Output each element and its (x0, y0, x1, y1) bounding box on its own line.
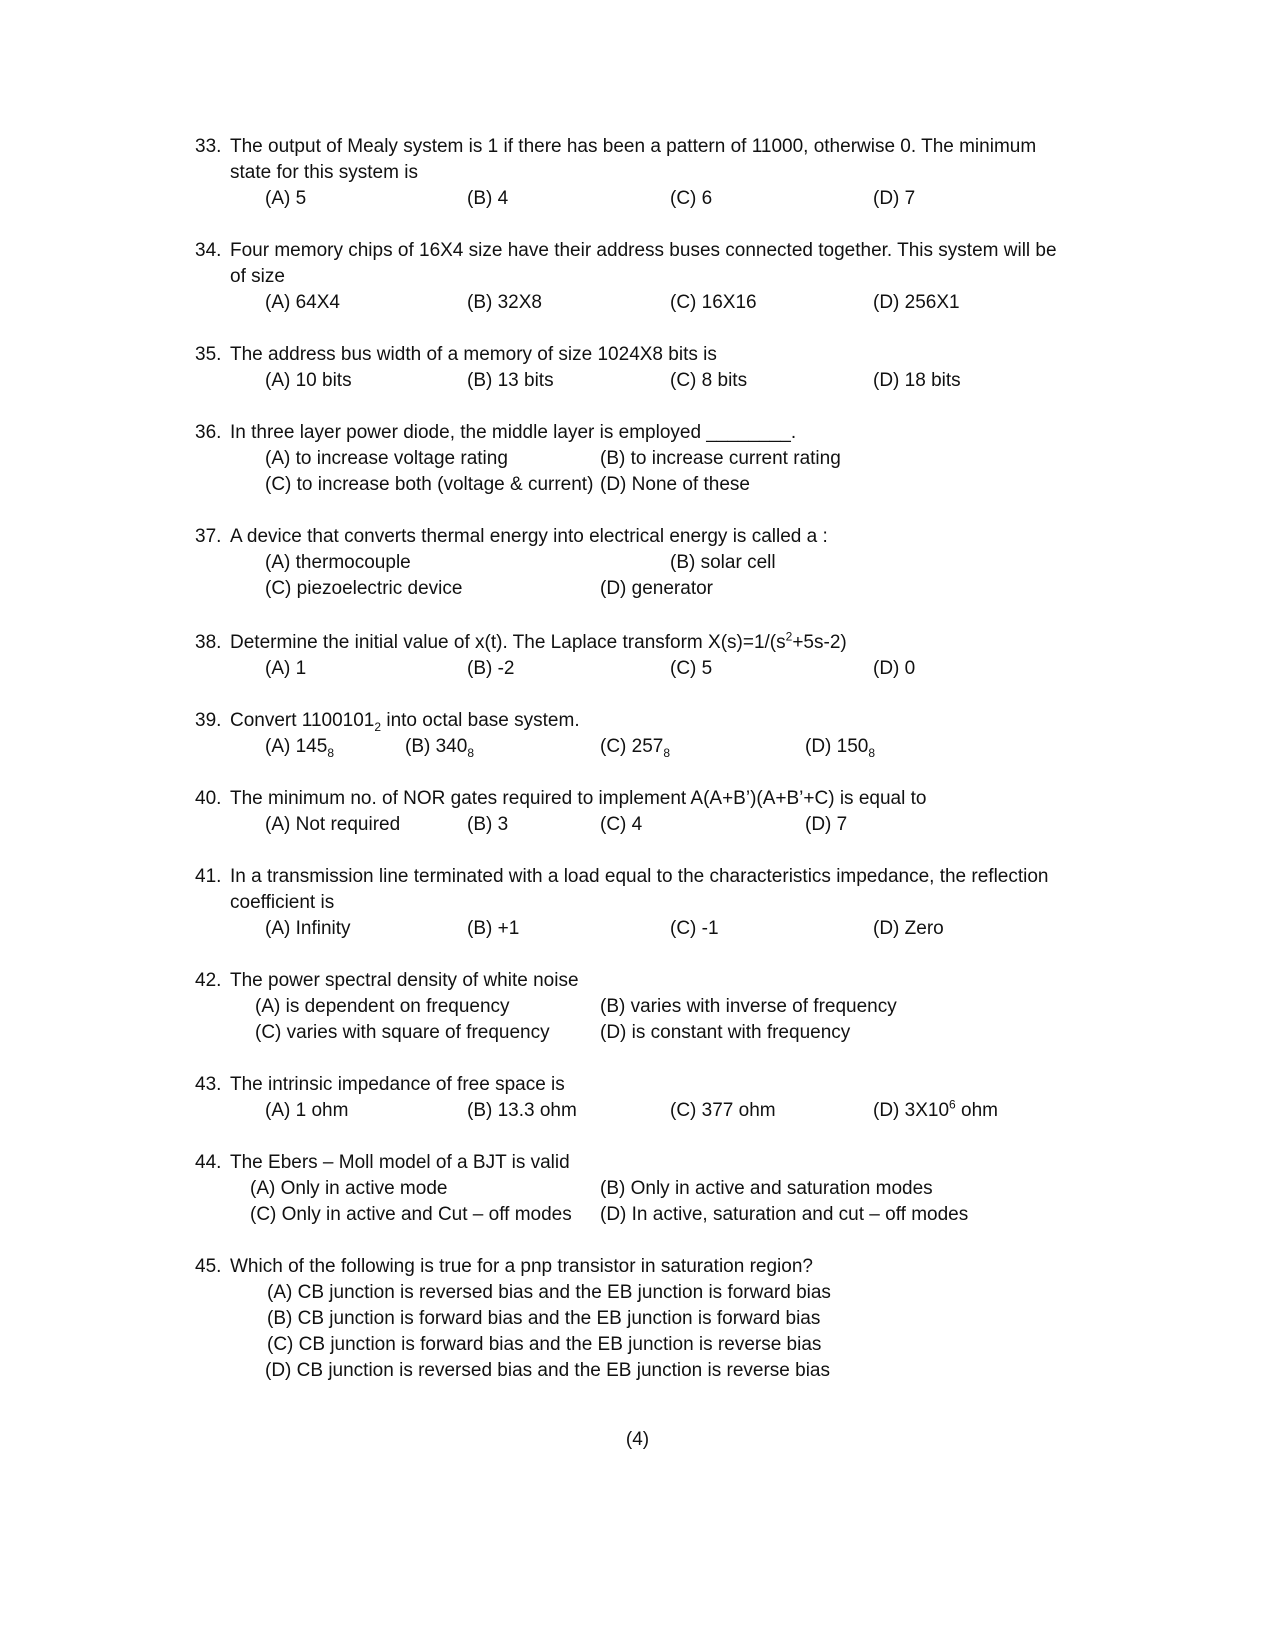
question-41 (195, 864, 1095, 942)
option-b (405, 734, 474, 760)
question-text: A device that converts thermal energy into electrical energy is called a : (230, 526, 828, 547)
subscript: 2 (374, 719, 382, 734)
option-b: (B) 13.3 ohm (467, 1100, 577, 1121)
option-a: (A) is dependent on frequency (255, 996, 510, 1017)
option-c: (C) CB junction is forward bias and the EB junction is reverse bias (267, 1334, 822, 1355)
option-d: (D) None of these (600, 474, 750, 495)
question-44 (195, 1150, 1095, 1228)
question-text: The power spectral density of white noise (230, 970, 579, 991)
option-a: (A) thermocouple (265, 552, 411, 573)
option-a: (A) Not required (265, 814, 401, 835)
question-40 (195, 786, 1095, 838)
option-d: (D) 7 (873, 188, 916, 209)
option-d (873, 1098, 998, 1124)
option-c: (C) 16X16 (670, 292, 757, 313)
option-d: (D) generator (600, 578, 713, 599)
question-number: 35. (195, 344, 222, 365)
question-text-part: Convert 1100101 (230, 710, 375, 731)
option-c: (C) varies with square of frequency (255, 1022, 550, 1043)
question-text (230, 708, 580, 734)
subscript: 8 (467, 745, 474, 760)
option-d: (D) Zero (873, 918, 944, 939)
option-b: (B) -2 (467, 658, 515, 679)
question-number: 43. (195, 1074, 222, 1095)
option-b: (B) CB junction is forward bias and the EB junction is forward bias (267, 1308, 821, 1329)
option-c (600, 734, 670, 760)
option-d: (D) 18 bits (873, 370, 961, 391)
question-text: The minimum no. of NOR gates required to implement A(A+B’)(A+B’+C) is equal to (230, 788, 927, 809)
option-d: (D) 256X1 (873, 292, 960, 313)
option-a: (A) 5 (265, 188, 307, 209)
option-b: (B) 3 (467, 814, 509, 835)
subscript: 8 (868, 745, 876, 760)
question-number: 44. (195, 1152, 222, 1173)
question-text: The Ebers – Moll model of a BJT is valid (230, 1152, 570, 1173)
question-43 (195, 1072, 1095, 1124)
option-a: (A) to increase voltage rating (265, 448, 508, 469)
option-d (805, 734, 875, 760)
option-d: (D) In active, saturation and cut – off modes (600, 1204, 969, 1225)
question-36 (195, 420, 1095, 498)
subscript: 8 (327, 745, 334, 760)
option-a: (A) Only in active mode (250, 1178, 448, 1199)
option-text: (D) 150 (805, 736, 869, 757)
question-33 (195, 134, 1095, 212)
question-text (230, 630, 847, 656)
option-c: (C) 6 (670, 188, 713, 209)
question-45 (195, 1254, 1095, 1384)
option-c: (C) 5 (670, 658, 713, 679)
option-b: (B) to increase current rating (600, 448, 841, 469)
question-text: The intrinsic impedance of free space is (230, 1074, 565, 1095)
superscript: 2 (785, 629, 793, 644)
question-text-part: +5s-2) (792, 632, 847, 653)
question-text: Which of the following is true for a pnp transistor in saturation region? (230, 1256, 813, 1277)
option-text: (B) 340 (405, 736, 468, 757)
question-number: 36. (195, 422, 222, 443)
option-b: (B) Only in active and saturation modes (600, 1178, 933, 1199)
question-39 (195, 708, 1095, 760)
question-text: of size (230, 266, 285, 287)
question-number: 45. (195, 1256, 222, 1277)
option-d: (D) is constant with frequency (600, 1022, 851, 1043)
question-number: 40. (195, 788, 222, 809)
option-d: (D) 0 (873, 658, 916, 679)
page-number: (4) (625, 1429, 650, 1450)
option-c: (C) 8 bits (670, 370, 748, 391)
option-a: (A) 1 ohm (265, 1100, 349, 1121)
option-c: (C) 377 ohm (670, 1100, 776, 1121)
superscript: 6 (949, 1097, 956, 1112)
option-text: ohm (955, 1100, 998, 1121)
question-42 (195, 968, 1095, 1046)
question-38 (195, 630, 1095, 682)
question-37 (195, 524, 1095, 602)
subscript: 8 (663, 745, 671, 760)
question-text: The address bus width of a memory of size 1024X8 bits is (230, 344, 717, 365)
question-34 (195, 238, 1095, 316)
option-a: (A) 10 bits (265, 370, 352, 391)
question-number: 34. (195, 240, 222, 261)
question-number: 38. (195, 632, 222, 653)
option-b: (B) 4 (467, 188, 509, 209)
option-b: (B) 13 bits (467, 370, 554, 391)
question-text: In three layer power diode, the middle layer is employed ________. (230, 422, 797, 443)
question-text: state for this system is (230, 162, 418, 183)
option-a: (A) Infinity (265, 918, 351, 939)
question-text-part: into octal base system. (381, 710, 580, 731)
option-b: (B) solar cell (670, 552, 776, 573)
option-a (265, 734, 334, 760)
question-number: 37. (195, 526, 222, 547)
question-35 (195, 342, 1095, 394)
option-a: (A) 1 (265, 658, 307, 679)
option-a: (A) CB junction is reversed bias and the EB junction is forward bias (267, 1282, 831, 1303)
option-c: (C) Only in active and Cut – off modes (250, 1204, 572, 1225)
question-text: coefficient is (230, 892, 335, 913)
option-text: (C) 257 (600, 736, 664, 757)
option-d: (D) 7 (805, 814, 848, 835)
option-c: (C) to increase both (voltage & current) (265, 474, 594, 495)
question-number: 41. (195, 866, 222, 887)
question-text: In a transmission line terminated with a load equal to the characteristics impedance, the reflection (230, 866, 1049, 887)
option-b: (B) +1 (467, 918, 520, 939)
question-number: 42. (195, 970, 222, 991)
question-number: 33. (195, 136, 222, 157)
question-text: Four memory chips of 16X4 size have their address buses connected together. This system will be (230, 240, 1057, 261)
question-text-part: Determine the initial value of x(t). The Laplace transform X(s)=1/(s (230, 632, 786, 653)
question-text: The output of Mealy system is 1 if there has been a pattern of 11000, otherwise 0. The minimum (230, 136, 1037, 157)
option-c: (C) 4 (600, 814, 643, 835)
option-c: (C) -1 (670, 918, 719, 939)
option-text: (A) 145 (265, 736, 328, 757)
question-number: 39. (195, 710, 222, 731)
option-b: (B) 32X8 (467, 292, 542, 313)
option-d: (D) CB junction is reversed bias and the EB junction is reverse bias (265, 1360, 830, 1381)
option-c: (C) piezoelectric device (265, 578, 463, 599)
option-b: (B) varies with inverse of frequency (600, 996, 897, 1017)
option-a: (A) 64X4 (265, 292, 340, 313)
option-text: (D) 3X10 (873, 1100, 950, 1121)
